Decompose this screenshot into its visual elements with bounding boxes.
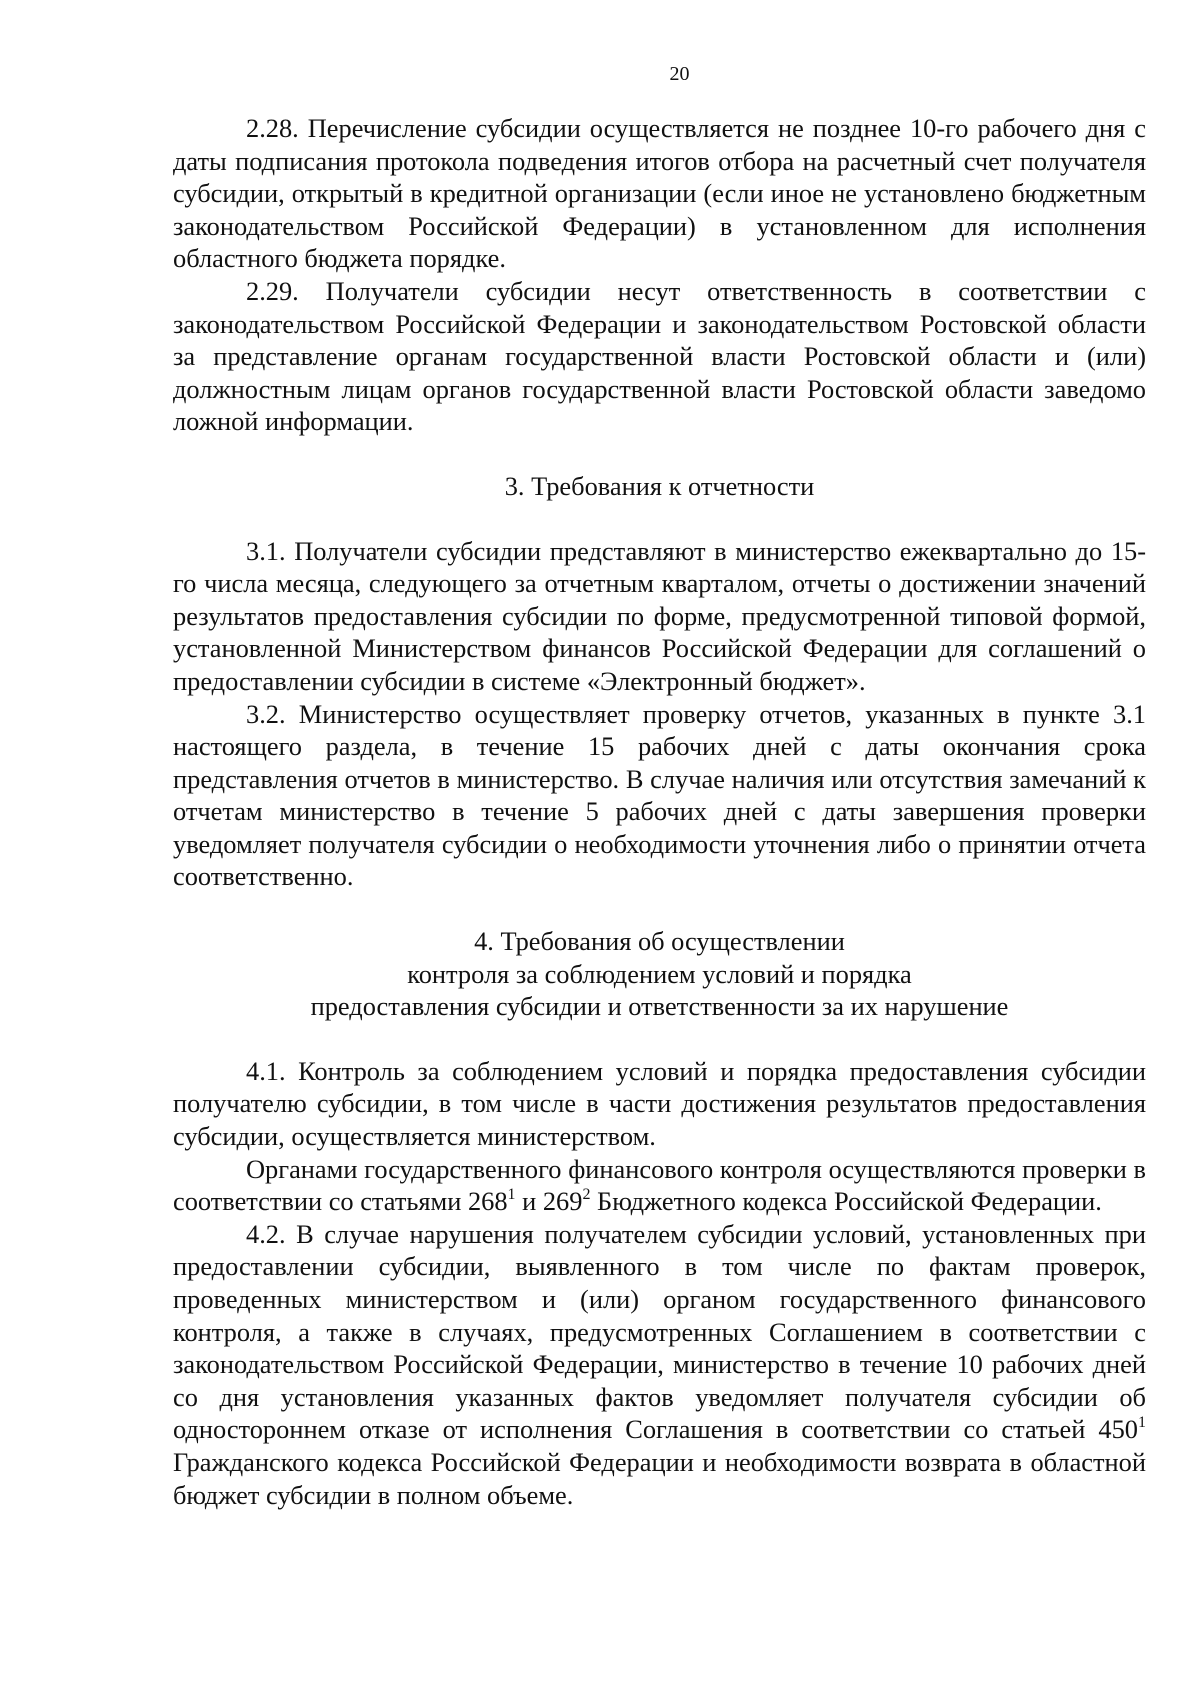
page-number: 20 [669, 63, 690, 85]
paragraph-2-28: 2.28. Перечисление субсидии осуществляется не позднее 10-го рабочего дня с даты подписания протокола подведения итогов отбора на расчетный счет получателя субсидии, открытый в кредитной организации (если иное не установлено бюджетным законодательством Российской Федерации) в установленном для исполнения областного бюджета порядке. [173, 113, 1146, 274]
paragraph-2-29: 2.29. Получатели субсидии несут ответственность в соответствии с законодательством Российской Федерации и законодательством Ростовской области за представление органам государственной власти Ростовской области и (или) должностным лицам органов государственной власти Ростовской области заведомо ложной информации. [173, 275, 1146, 437]
text-segment: и 269 [515, 1186, 583, 1217]
paragraph-4-1-control [173, 1153, 1146, 1218]
paragraph-4-2 [173, 1218, 1146, 1511]
section-4-heading-line-2: контроля за соблюдением условий и порядка [407, 958, 912, 989]
superscript: 1 [507, 1186, 516, 1204]
section-4-heading-line-1: 4. Требования об осуществлении [474, 926, 845, 957]
paragraph-3-2: 3.2. Министерство осуществляет проверку отчетов, указанных в пункте 3.1 настоящего раздела, в течение 15 рабочих дней с даты окончания срока представления отчетов в министерство. В случае наличия или отсутствия замечаний к отчетам министерство в течение 5 рабочих дней с даты завершения проверки уведомляет получателя субсидии о необходимости уточнения либо о принятии отчета соответственно. [173, 698, 1146, 892]
text-segment: 4.2. В случае нарушения получателем субсидии условий, установленных при предоставлении субсидии, выявленного в том числе по фактам проверок, проведенных министерством и (или) органом государственного финансового контроля, а также в случаях, предусмотренных Соглашением в соответствии с законодательством Российской Федерации, министерство в течение 10 рабочих дней со дня установления указанных фактов уведомляет получателя субсидии об одностороннем отказе от исполнения Соглашения в соответствии со статьей 450 [173, 1218, 1146, 1445]
section-3-heading: 3. Требования к отчетности [504, 470, 815, 501]
text-segment: Гражданского кодекса Российской Федерации и необходимости возврата в областной бюджет субсидии в полном объеме. [173, 1446, 1146, 1510]
text-segment: Органами государственного финансового контроля осуществляются проверки в соответствии со статьями 268 [173, 1153, 1146, 1217]
text-segment: Бюджетного кодекса Российской Федерации. [590, 1186, 1102, 1217]
section-4-heading [173, 925, 1146, 1023]
document-page [173, 62, 1146, 1511]
superscript: 1 [1138, 1414, 1146, 1432]
paragraph-3-1: 3.1. Получатели субсидии представляют в министерство ежеквартально до 15-го числа месяца, следующего за отчетным кварталом, отчеты о достижении значений результатов предоставления субсидии по форме, предусмотренной типовой формой, установленной Министерством финансов Российской Федерации для соглашений о предоставлении субсидии в системе «Электронный бюджет». [173, 535, 1146, 696]
section-4-heading-line-3: предоставления субсидии и ответственности за их нарушение [310, 991, 1009, 1022]
paragraph-4-1: 4.1. Контроль за соблюдением условий и порядка предоставления субсидии получателю субсидии, в том числе в части достижения результатов предоставления субсидии, осуществляется министерством. [173, 1055, 1146, 1152]
superscript: 2 [582, 1186, 591, 1204]
